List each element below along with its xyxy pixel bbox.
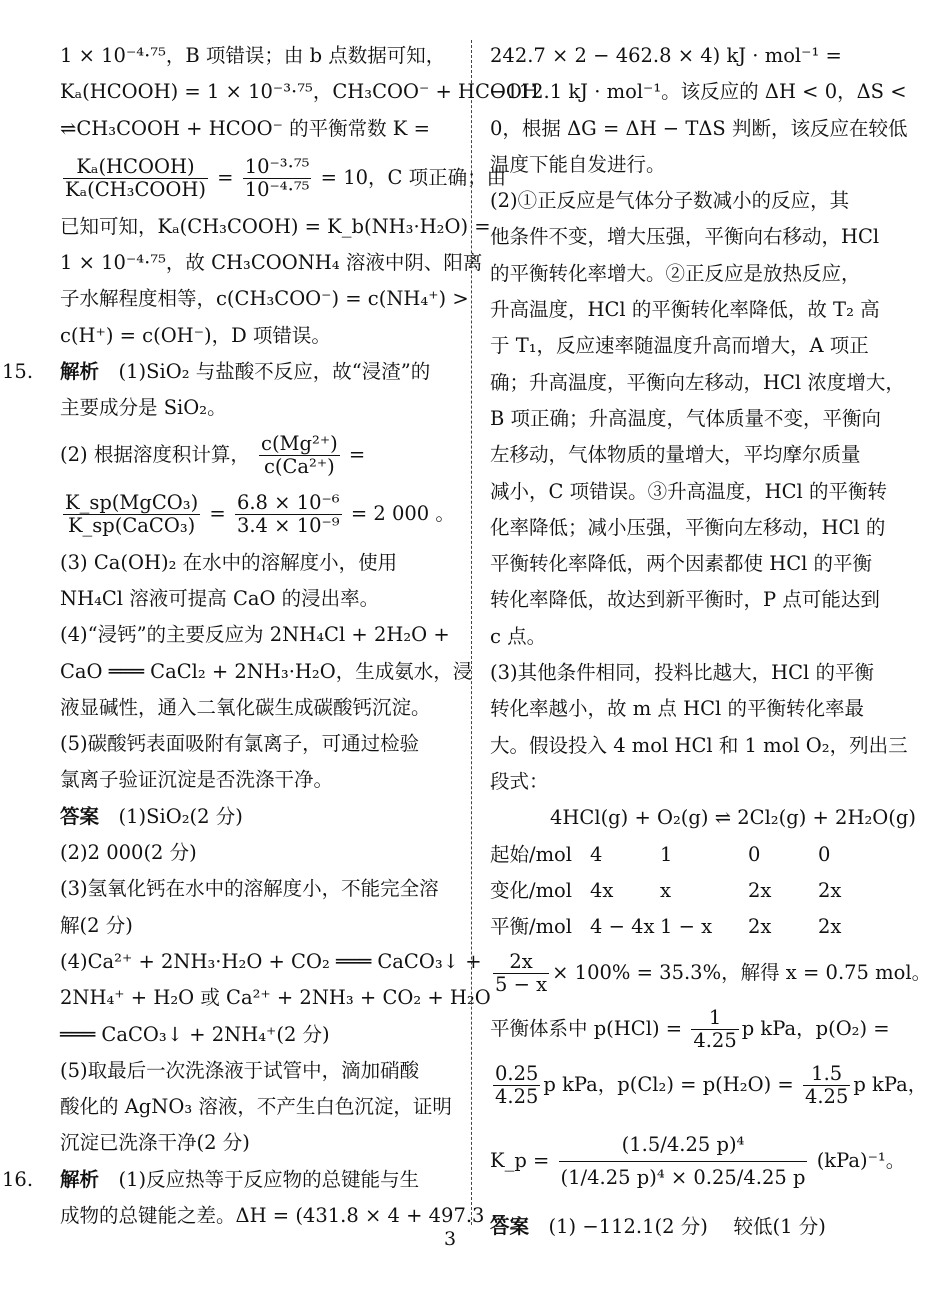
answer-label: 答案: [490, 1215, 530, 1239]
text-line: CaO ═══ CaCl₂ + 2NH₃·H₂O，生成氨水，浸: [60, 659, 473, 683]
formula-line: $\frac{0.25}{4.25}$ p kPa，p(Cl₂) = p(H₂O) = $\frac{1.5}{4.25}$ p kPa，: [495, 1062, 928, 1109]
text-line: 他条件不变，增大压强，平衡向右移动，HCl: [490, 225, 880, 249]
fraction: $\frac{\text{K\_sp(MgCO₃)}}{\text{K\_sp(CaCO₃)}}$: [65, 490, 199, 537]
page-number: 3: [443, 1228, 457, 1250]
reaction-equation: 4HCl(g) + O₂(g) ⇌ 2Cl₂(g) + 2H₂O(g): [550, 806, 916, 830]
text-line: (3) Ca(OH)₂ 在水中的溶解度小，使用: [60, 550, 398, 574]
text-line: (2)①正反应是气体分子数减小的反应，其: [490, 189, 850, 213]
text-line: (5)取最后一次洗涤液于试管中，滴加硝酸: [60, 1058, 420, 1082]
text-line: −112.1 kJ · mol⁻¹。该反应的 ΔH < 0，ΔS <: [490, 80, 907, 104]
text-line: 解(2 分): [60, 913, 133, 937]
formula-line: (2) 根据溶度积计算， $\frac{\text{c(Mg²⁺)}}{\text{c(Ca²⁺)}}$ =: [60, 431, 366, 478]
text-line: 主要成分是 SiO₂。: [60, 396, 227, 420]
formula-line: $\frac{2x}{5 - x}$ × 100% = 35.3%，解得 x = 0.75 mol。: [495, 950, 931, 997]
formula-line: 平衡体系中 p(HCl) = $\frac{1}{4.25}$ p kPa，p(O₂) =: [490, 1006, 890, 1053]
section-label: 解析: [60, 1167, 100, 1191]
fraction: $\frac{\text{10⁻³·⁷⁵}}{\text{10⁻⁴·⁷⁵}}$: [244, 154, 310, 201]
text-line: 化率降低；减小压强，平衡向左移动，HCl 的: [490, 515, 886, 539]
text-line: (2)2 000(2 分): [60, 841, 197, 865]
formula-line: $\frac{\text{Kₐ(HCOOH)}}{\text{Kₐ(CH₃COOH)}}$ = $\frac{\text{10⁻³·⁷⁵}}{\text{10⁻⁴·⁷⁵}}$ = 10，C 项正确；由: [65, 154, 507, 201]
text-line: 242.7 × 2 − 462.8 × 4) kJ · mol⁻¹ =: [490, 44, 842, 67]
text-line: 子水解程度相等，c(CH₃COO⁻) = c(NH₄⁺) >: [60, 287, 469, 311]
text-line: 减小，C 项错误。③升高温度，HCl 的平衡转: [490, 479, 887, 503]
text-line: 确；升高温度，平衡向左移动，HCl 浓度增大，: [490, 370, 905, 394]
table-row: 变化/mol 4x x 2x 2x: [490, 878, 842, 902]
fraction: $\frac{2x}{5 - x}$: [495, 950, 548, 997]
section-label: 解析: [60, 360, 100, 384]
question-15-header: 15. 解析 (1)SiO₂ 与盐酸不反应，故“浸渣”的: [2, 360, 431, 384]
text-line: 成物的总键能之差。ΔH = (431.8 × 4 + 497.3 −: [60, 1204, 507, 1228]
answer-header: 答案 (1) −112.1(2 分) 较低(1 分): [490, 1215, 826, 1239]
text-line: 转化率越小，故 m 点 HCl 的平衡转化率最: [490, 697, 864, 721]
right-column: [490, 38, 931, 1246]
fraction: $\frac{\text{(1.5/4.25 p)⁴}}{\text{(1/4.25 p)⁴ × 0.25/4.25 p}}$: [559, 1129, 808, 1194]
answer-label: 答案: [60, 804, 100, 828]
text-line: 于 T₁，反应速率随温度升高而增大，A 项正: [490, 334, 869, 358]
question-16-header: 16. 解析 (1)反应热等于反应物的总键能与生: [2, 1167, 420, 1191]
text-line: 温度下能自发进行。: [490, 152, 666, 176]
answer-header: 答案 (1)SiO₂(2 分): [60, 804, 243, 828]
text-line: 大。假设投入 4 mol HCl 和 1 mol O₂，列出三: [490, 733, 908, 757]
text-line: 平衡转化率降低，两个因素都使 HCl 的平衡: [490, 552, 873, 576]
text-line: (3)氢氧化钙在水中的溶解度小，不能完全溶: [60, 877, 439, 901]
fraction: $\frac{\text{c(Mg²⁺)}}{\text{c(Ca²⁺)}}$: [261, 431, 338, 478]
text-line: 左移动，气体物质的量增大，平均摩尔质量: [490, 443, 861, 467]
text-line: (5)碳酸钙表面吸附有氯离子，可通过检验: [60, 732, 420, 756]
text-line: (4)“浸钙”的主要反应为 2NH₄Cl + 2H₂O +: [60, 623, 450, 647]
text-line: (4)Ca²⁺ + 2NH₃·H₂O + CO₂ ═══ CaCO₃↓ +: [60, 949, 482, 973]
text-line: c(H⁺) = c(OH⁻)，D 项错误。: [60, 323, 331, 347]
text-line: 酸化的 AgNO₃ 溶液，不产生白色沉淀，证明: [60, 1095, 452, 1119]
formula-line: $\frac{\text{K\_sp(MgCO₃)}}{\text{K\_sp(CaCO₃)}}$ = $\frac{\text{6.8 × 10⁻⁶}}{\text{3.4 × 10⁻⁹}}$ = 2 000 。: [65, 490, 455, 537]
text-line: ═══ CaCO₃↓ + 2NH₄⁺(2 分): [60, 1022, 330, 1046]
text-line: 的平衡转化率增大。②正反应是放热反应，: [490, 261, 861, 285]
text-line: 沉淀已洗涤干净(2 分): [60, 1131, 250, 1155]
text-line: 氯离子验证沉淀是否洗涤干净。: [60, 768, 334, 792]
fraction: $\frac{1.5}{4.25}$: [804, 1062, 849, 1109]
text-line: 2NH₄⁺ + H₂O 或 Ca²⁺ + 2NH₃ + CO₂ + H₂O: [60, 986, 491, 1010]
fraction: $\frac{0.25}{4.25}$: [495, 1062, 539, 1109]
text-line: B 项正确；升高温度，气体质量不变，平衡向: [490, 406, 882, 430]
fraction: $\frac{\text{Kₐ(HCOOH)}}{\text{Kₐ(CH₃COOH)}}$: [65, 154, 206, 201]
text-line: 段式：: [490, 769, 549, 793]
text-line: 已知可知，Kₐ(CH₃COOH) = K_b(NH₃·H₂O) =: [60, 214, 491, 238]
text-line: 1 × 10⁻⁴·⁷⁵，B 项错误；由 b 点数据可知，: [60, 44, 446, 67]
text-line: 液显碱性，通入二氧化碳生成碳酸钙沉淀。: [60, 695, 431, 719]
text-line: 1 × 10⁻⁴·⁷⁵，故 CH₃COONH₄ 溶液中阴、阳离: [60, 251, 483, 275]
fraction: $\frac{1}{4.25}$: [693, 1006, 737, 1053]
text-line: 升高温度，HCl 的平衡转化率降低，故 T₂ 高: [490, 298, 880, 322]
text-line: c 点。: [490, 624, 547, 648]
table-row: 平衡/mol 4 − 4x 1 − x 2x 2x: [490, 915, 842, 939]
text-line: NH₄Cl 溶液可提高 CaO 的浸出率。: [60, 586, 380, 610]
text-line: 转化率降低，故达到新平衡时，P 点可能达到: [490, 588, 880, 612]
text-line: 0，根据 ΔG = ΔH − TΔS 判断，该反应在较低: [490, 116, 908, 140]
fraction: $\frac{\text{6.8 × 10⁻⁶}}{\text{3.4 × 10⁻⁹}}$: [236, 490, 340, 537]
text-line: (3)其他条件相同，投料比越大，HCl 的平衡: [490, 661, 874, 685]
table-row: 起始/mol 4 1 0 0: [490, 842, 831, 866]
text-line: Kₐ(HCOOH) = 1 × 10⁻³·⁷⁵，CH₃COO⁻ + HCOOH: [60, 80, 539, 104]
kp-formula: K_p = $\frac{\text{(1.5/4.25 p)⁴}}{\text{(1/4.25 p)⁴ × 0.25/4.25 p}}$ (kPa)⁻¹。: [490, 1113, 872, 1209]
text-line: ⇌CH₃COOH + HCOO⁻ 的平衡常数 K =: [60, 116, 430, 140]
